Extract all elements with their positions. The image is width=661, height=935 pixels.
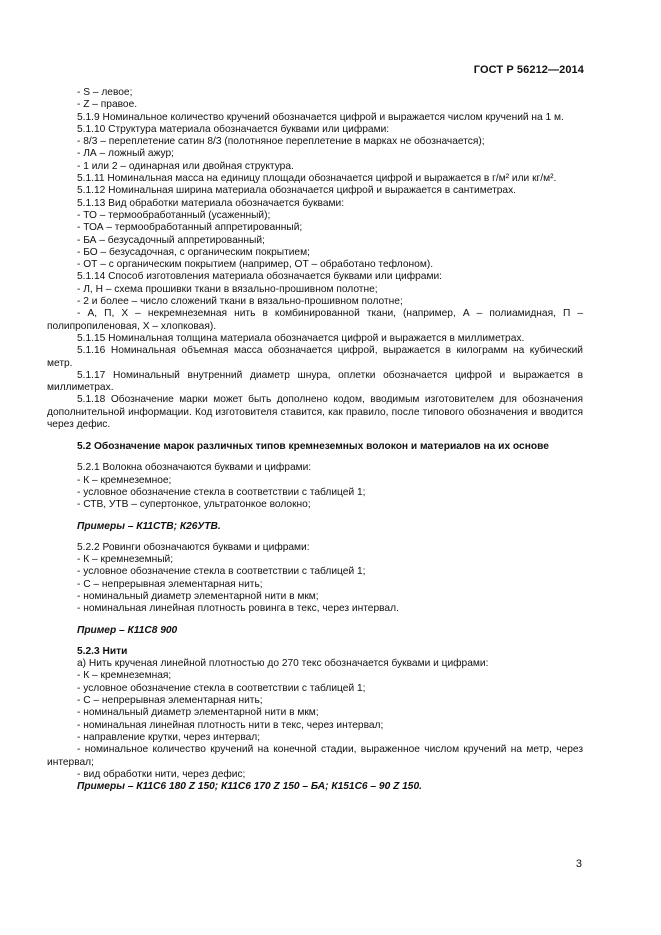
list-item: - А, П, Х – некремнеземная нить в комбинированной ткани, (например, А – полиамидная, П – полипропиленовая, Х – хлопковая). [47, 308, 583, 332]
list-item: - К – кремнеземное; [77, 474, 172, 486]
list-item: - 1 или 2 – одинарная или двойная структура. [77, 160, 294, 172]
paragraph-5-1-14: 5.1.14 Способ изготовления материала обозначается буквами или цифрами: [77, 271, 442, 283]
list-item: - К – кремнеземный; [77, 554, 174, 566]
document-header: ГОСТ Р 56212—2014 [473, 64, 584, 76]
paragraph-5-1-10: 5.1.10 Структура материала обозначается буквами или цифрами: [77, 123, 390, 135]
list-item: - номинальный диаметр элементарной нити в мкм; [77, 590, 319, 602]
paragraph-5-1-15: 5.1.15 Номинальная толщина материала обозначается цифрой и выражается в миллиметрах. [77, 332, 525, 344]
list-item: - условное обозначение стекла в соответствии с таблицей 1; [77, 566, 366, 578]
list-item: - Z – правое. [77, 99, 138, 111]
paragraph-5-1-17: 5.1.17 Номинальный внутренний диаметр шнура, оплетки обозначается цифрой и выражается в миллиметрах. [47, 369, 583, 394]
list-item: - номинальная линейная плотность ровинга в текс, через интервал. [77, 603, 399, 615]
paragraph-5-2-2: 5.2.2 Ровинги обозначаются буквами и цифрами: [77, 541, 310, 553]
paragraph-5-1-11: 5.1.11 Номинальная масса на единицу площади обозначается цифрой и выражается в г/м² или кг/м². [77, 173, 557, 185]
list-item: - БА – безусадочный аппретированный; [77, 234, 265, 246]
list-item: - Л, Н – схема прошивки ткани в вязально-прошивном полотне; [77, 283, 378, 295]
list-item: - S – левое; [77, 87, 133, 98]
list-item: - С – непрерывная элементарная нить; [77, 578, 263, 590]
list-item: - 2 и более – число сложений ткани в вязально-прошивном полотне; [77, 296, 403, 308]
list-item: - ТО – термообработанный (усаженный); [77, 209, 271, 221]
list-item: - ОТ – с органическим покрытием (например, ОТ – обработано тефлоном). [77, 259, 434, 271]
paragraph-5-1-13: 5.1.13 Вид обработки материала обозначается буквами: [77, 197, 345, 209]
list-item: - направление крутки, через интервал; [77, 731, 261, 743]
example-text: Примеры – К11СТВ; К26УТВ. [77, 520, 221, 532]
list-item: - БО – безусадочная, с органическим покрытием; [77, 246, 310, 258]
example-text: Примеры – К11С6 180 Z 150; К11С6 170 Z 150 – БА; К151С6 – 90 Z 150. [77, 781, 422, 793]
list-item: - номинальное количество кручений на конечной стадии, выраженное числом кручений на метр, через интервал; [47, 744, 583, 768]
paragraph-5-1-16: 5.1.16 Номинальная объемная масса обозначается цифрой, выражается в килограмм на кубический метр. [47, 345, 583, 369]
list-item: - К – кремнеземная; [77, 670, 172, 682]
subsection-heading-5-2-3: 5.2.3 Нити [77, 645, 128, 657]
paragraph-5-2-1: 5.2.1 Волокна обозначаются буквами и цифрами: [77, 462, 312, 474]
list-item: - СТВ, УТВ – супертонкое, ультратонкое волокно; [77, 499, 311, 511]
paragraph-5-1-9: 5.1.9 Номинальное количество кручений обозначается цифрой и выражается числом кручений на 1 м. [77, 111, 564, 123]
list-item: - условное обозначение стекла в соответствии с таблицей 1; [77, 486, 366, 498]
paragraph-5-1-12: 5.1.12 Номинальная ширина материала обозначается цифрой и выражается в сантиметрах. [77, 185, 516, 197]
list-item: - вид обработки нити, через дефис; [77, 768, 246, 780]
list-item: - С – непрерывная элементарная нить; [77, 695, 263, 707]
list-item: - ТОА – термообработанный аппретированный; [77, 222, 303, 234]
example-text: Пример – К11С8 900 [77, 624, 178, 636]
list-item: - условное обозначение стекла в соответствии с таблицей 1; [77, 682, 366, 694]
list-item: - 8/3 – переплетение сатин 8/3 (полотняное переплетение в марках не обозначается); [77, 136, 485, 148]
list-item: - номинальная линейная плотность нити в текс, через интервал; [77, 719, 384, 731]
document-body [47, 87, 583, 793]
list-item: - номинальный диаметр элементарной нити в мкм; [77, 707, 319, 719]
paragraph-5-2-3-a: а) Нить крученая линейной плотностью до 270 текс обозначается буквами и цифрами: [77, 658, 489, 670]
paragraph-5-1-18: 5.1.18 Обозначение марки может быть дополнено кодом, вводимым изготовителем для обозначения дополнительной информации. Код изготовителя ставится, как правило, после типового обозначения и вводится через дефис. [47, 394, 583, 431]
section-heading-5-2: 5.2 Обозначение марок различных типов кремнеземных волокон и материалов на их основе [77, 441, 549, 453]
list-item: - ЛА – ложный ажур; [77, 148, 174, 160]
page-number: 3 [575, 858, 582, 870]
